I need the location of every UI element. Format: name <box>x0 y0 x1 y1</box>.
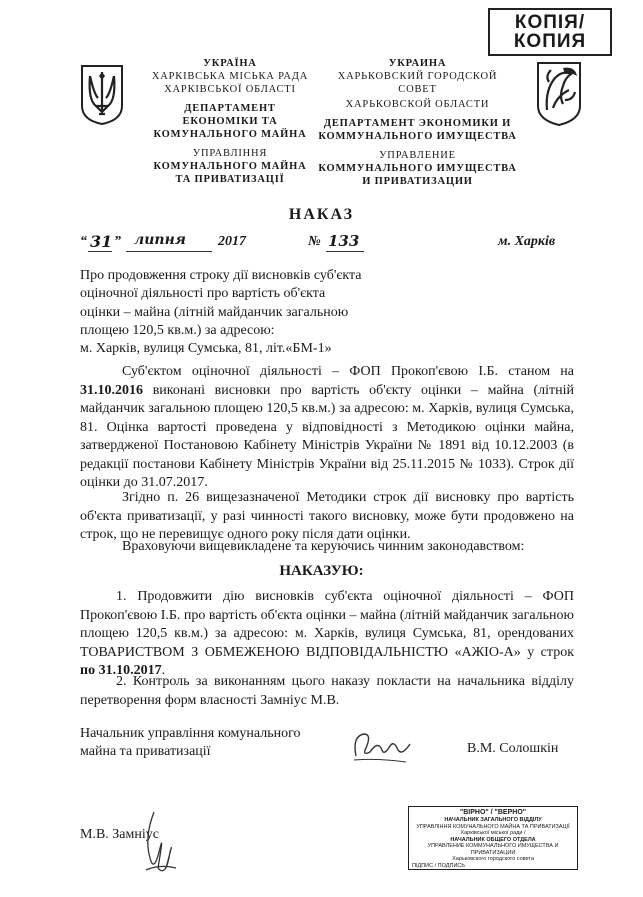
stamp-true-l6: УПРАВЛЕНИЕ КОММУНАЛЬНОГО ИМУЩЕСТВА И ПРИВАТИЗАЦИИ <box>427 843 559 856</box>
kharkiv-city-emblem <box>535 60 583 128</box>
header-left-mgmt2: КОМУНАЛЬНОГО МАЙНА <box>153 161 307 172</box>
subject-line-3: оцінки – майна (літній майданчик загальною <box>80 304 349 320</box>
header-right-mgmt3: И ПРИВАТИЗАЦИИ <box>362 176 473 187</box>
signature-name: В.М. Солошкін <box>467 741 559 756</box>
order-number-prefix: № <box>308 234 321 249</box>
paragraph-2: Згідно п. 26 вищезазначеної Методики строк дії висновку про вартість об'єкта приватизації, у разі чинності такого висновку, може бути продовжено на строк, що не перевищує одного року після дати оцінки. <box>80 490 574 542</box>
executor-signature <box>136 808 182 882</box>
header-left-dept1: ДЕПАРТАМЕНТ <box>184 103 276 114</box>
order-line: “ 31 ” липня 2017 № 133 м. Харків <box>80 232 556 251</box>
header-left <box>130 57 330 186</box>
paragraph-3: Враховуючи вищевикладене та керуючись чинним законодавством: <box>122 539 525 554</box>
header-right-council2: СОВЕТ <box>398 84 437 95</box>
header-right-region: ХАРЬКОВСКОЙ ОБЛАСТИ <box>345 99 490 110</box>
order-month: липня <box>134 232 186 248</box>
header-right-council1: ХАРЬКОВСКИЙ ГОРОДСКОЙ <box>337 71 498 82</box>
header-right <box>310 57 525 188</box>
header-left-mgmt1: УПРАВЛІННЯ <box>192 148 268 159</box>
header-left-country: УКРАЇНА <box>203 58 257 69</box>
order-item-1-c: . <box>161 663 166 678</box>
order-year: 2017 <box>218 234 246 249</box>
document-title: НАКАЗ <box>288 206 355 223</box>
copy-stamp-line2: КОПИЯ <box>513 31 587 52</box>
subject-line-2: оціночної діяльності про вартість об'єкта <box>80 286 326 302</box>
executor-name: М.В. Замніус <box>80 827 159 842</box>
signature-title <box>80 725 301 761</box>
stamp-true-l1: "ВІРНО" / "ВЕРНО" <box>459 809 527 816</box>
signature-title-line1: Начальник управління комунального <box>80 726 301 741</box>
copy-stamp <box>488 8 612 56</box>
stamp-true-l4: Харківської міської ради / <box>460 830 526 836</box>
order-subject <box>80 267 400 358</box>
order-item-1-date: по 31.10.2017 <box>80 663 162 678</box>
paragraph-1-date: 31.10.2016 <box>80 382 143 398</box>
stamp-true-l2: НАЧАЛЬНИК ЗАГАЛЬНОГО ВІДДІЛУ <box>444 817 542 823</box>
stamp-true-l5: НАЧАЛЬНИК ОБЩЕГО ОТДЕЛА <box>450 836 536 843</box>
order-item-1 <box>80 588 574 681</box>
subject-line-5: м. Харків, вулиця Сумська, 81, літ.«БМ-1» <box>80 341 332 357</box>
header-left-council: ХАРКІВСЬКА МІСЬКА РАДА <box>151 71 309 82</box>
paragraph-1 <box>80 363 574 493</box>
header-right-dept1: ДЕПАРТАМЕНТ ЭКОНОМИКИ И <box>323 118 512 129</box>
ukraine-trident-emblem <box>80 64 124 126</box>
order-city: м. Харків <box>498 234 556 249</box>
stamp-true-l3: УПРАВЛІННЯ КОМУНАЛЬНОГО МАЙНА ТА ПРИВАТИЗАЦІЇ <box>416 823 570 830</box>
director-signature <box>348 726 418 766</box>
copy-stamp-line1: КОПІЯ/ <box>514 12 586 33</box>
header-left-mgmt3: ТА ПРИВАТИЗАЦІЇ <box>175 174 285 185</box>
subject-line-4: площею 120,5 кв.м.) за адресою: <box>80 322 275 338</box>
true-copy-stamp <box>408 806 578 870</box>
stamp-true-l8: ПІДПИС / ПОДПИСЬ <box>412 862 465 869</box>
order-day: 31 <box>90 232 113 251</box>
stamp-true-l7: Харьковского городского совета <box>452 856 534 862</box>
subject-line-1: Про продовження строку дії висновків суб'єкта <box>80 268 362 283</box>
signature-title-line2: майна та приватизації <box>80 744 211 759</box>
header-right-mgmt2: КОММУНАЛЬНОГО ИМУЩЕСТВА <box>318 163 517 174</box>
header-right-dept2: КОММУНАЛЬНОГО ИМУЩЕСТВА <box>318 131 517 142</box>
header-right-mgmt1: УПРАВЛЕНИЕ <box>379 150 456 161</box>
header-left-dept2: ЕКОНОМІКИ ТА <box>182 116 278 127</box>
order-item-2: 2. Контроль за виконанням цього наказу покласти на начальника відділу перетворення форм власності Замніус М.В. <box>80 674 574 708</box>
paragraph-1-a: Суб'єктом оціночної діяльності – ФОП Прокоп'євою І.Б. станом на <box>122 364 574 379</box>
header-right-country: УКРАИНА <box>388 58 447 69</box>
header-left-region: ХАРКІВСЬКОЇ ОБЛАСТІ <box>164 84 296 95</box>
order-number: 133 <box>328 232 360 250</box>
order-item-1-a: 1. Продовжити дію висновків суб'єкта оціночної діяльності – ФОП Прокоп'євою І.Б. про вартість об'єкта оцінки – майна (літній майданчик загальною площею 120,5 кв.м.) за адресою: м. Харків, вулиця Сумська, 81, орендованих ТОВАРИСТВОМ З ОБМЕЖЕНОЮ ВІДПОВІДАЛЬНІСТЮ «АЖІО-А» у строк <box>80 589 574 660</box>
header-left-dept3: КОМУНАЛЬНОГО МАЙНА <box>153 129 307 140</box>
order-heading: НАКАЗУЮ: <box>279 563 364 579</box>
paragraph-1-c: виконані висновки про вартість об'єкту оцінки – майна (літній майданчик загальною площею 120,5 кв.м.) за адресою: м. Харків, вулиця Сумська, 81. Оцінка вартості проведена у відповідності з Методикою оцінки майна, затвердженої Постановою Кабінету Міністрів України № 1891 від 10.12.2003 (в редакції постанови Кабінету Міністрів України від 25.11.2015 № 1033). Строк дії оцінки до 31.07.2017. <box>80 382 574 490</box>
